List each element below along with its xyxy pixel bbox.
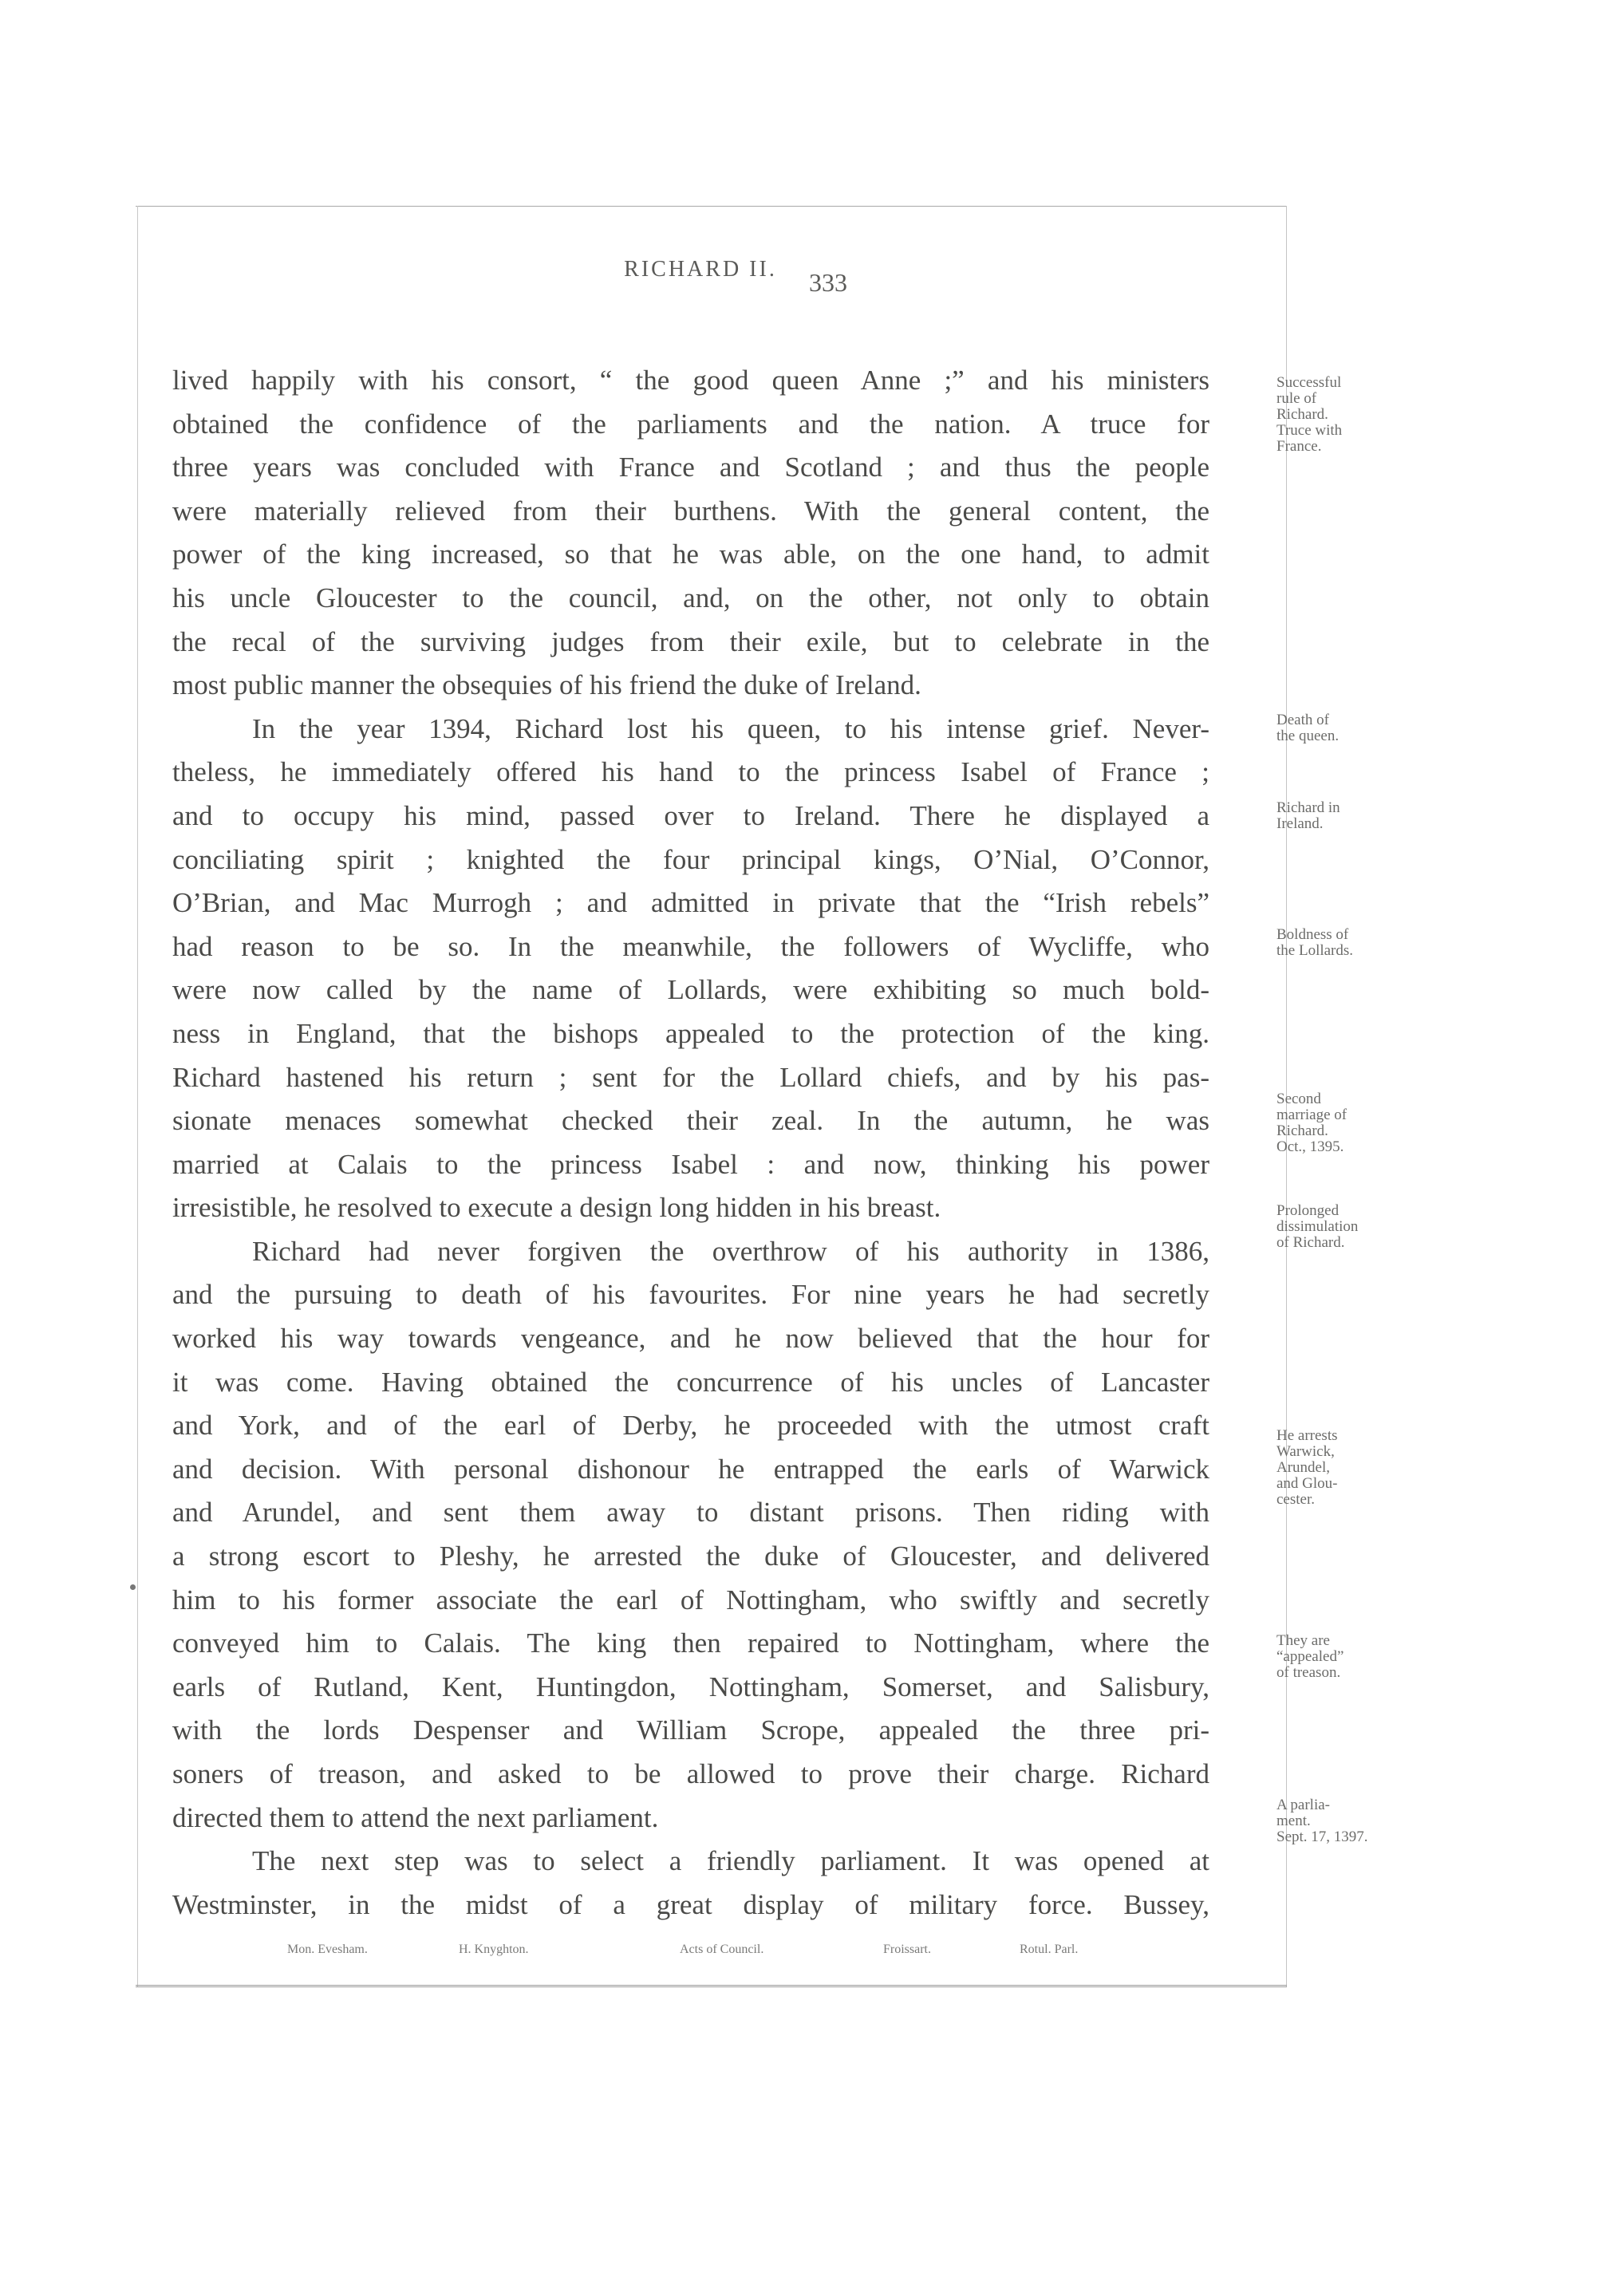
body-text bbox=[172, 359, 1209, 1927]
text-line: ness in England, that the bishops appealed to the protection of the king. bbox=[172, 1017, 1209, 1049]
running-head: RICHARD II. bbox=[624, 257, 777, 282]
text-line: Richard had never forgiven the overthrow of his authority in 1386, bbox=[252, 1235, 1209, 1267]
text-line: Westminster, in the midst of a great display of military force. Bussey, bbox=[172, 1888, 1209, 1920]
margin-note bbox=[1276, 1633, 1428, 1681]
note-line: cester. bbox=[1276, 1491, 1316, 1508]
page-number: 333 bbox=[809, 268, 847, 297]
text-line: and York, and of the earl of Derby, he proceeded with the utmost craft bbox=[172, 1410, 1209, 1442]
text-line: theless, he immediately offered his hand to the princess Isabel of France ; bbox=[172, 756, 1209, 788]
note-line: the Lollards. bbox=[1276, 942, 1354, 959]
text-line: and decision. With personal dishonour he entrapped the earls of Warwick bbox=[172, 1453, 1209, 1485]
text-line: Richard hastened his return ; sent for the Lollard chiefs, and by his pas- bbox=[172, 1061, 1209, 1093]
note-line: marriage of bbox=[1276, 1107, 1347, 1123]
text-line: conveyed him to Calais. The king then repaired to Nottingham, where the bbox=[172, 1627, 1209, 1659]
note-line: France. bbox=[1276, 438, 1322, 455]
note-line: Prolonged bbox=[1276, 1202, 1340, 1219]
text-line: sionate menaces somewhat checked their zeal. In the autumn, he was bbox=[172, 1105, 1209, 1137]
note-line: Ireland. bbox=[1276, 815, 1324, 832]
source-citation: Rotul. Parl. bbox=[1020, 1943, 1079, 1956]
paragraph bbox=[172, 1840, 1209, 1927]
paragraph bbox=[172, 1230, 1209, 1840]
note-line: Second bbox=[1276, 1091, 1321, 1107]
source-citation: Froissart. bbox=[883, 1943, 931, 1956]
text-line: the recal of the surviving judges from their exile, but to celebrate in the bbox=[172, 625, 1209, 657]
text-line: irresistible, he resolved to execute a design long hidden in his breast. bbox=[172, 1192, 941, 1224]
text-line: had reason to be so. In the meanwhile, the followers of Wycliffe, who bbox=[172, 930, 1209, 962]
note-line: Richard. bbox=[1276, 406, 1328, 423]
page-frame-left-rule bbox=[137, 206, 138, 1986]
text-line: it was come. Having obtained the concurrence of his uncles of Lancaster bbox=[172, 1366, 1209, 1398]
margin-note bbox=[1276, 800, 1428, 832]
paragraph bbox=[172, 708, 1209, 1230]
note-line: dissimulation bbox=[1276, 1218, 1359, 1235]
margin-note bbox=[1276, 1797, 1428, 1845]
text-line: directed them to attend the next parliament. bbox=[172, 1801, 659, 1833]
note-line: of Richard. bbox=[1276, 1234, 1345, 1251]
margin-note bbox=[1276, 375, 1428, 455]
note-line: Death of bbox=[1276, 712, 1329, 728]
text-line: lived happily with his consort, “ the good queen Anne ;” and his ministers bbox=[172, 365, 1209, 396]
note-line: ment. bbox=[1276, 1813, 1311, 1829]
note-line: rule of bbox=[1276, 390, 1317, 407]
text-line: worked his way towards vengeance, and he now believed that the hour for bbox=[172, 1323, 1209, 1355]
margin-note bbox=[1276, 1091, 1428, 1155]
page-frame-top-rule bbox=[136, 206, 1287, 207]
note-line: Boldness of bbox=[1276, 926, 1349, 943]
margin-note bbox=[1276, 1428, 1428, 1508]
page-header bbox=[182, 257, 1251, 305]
text-line: his uncle Gloucester to the council, and, on the other, not only to obtain bbox=[172, 582, 1209, 613]
text-line: and the pursuing to death of his favourites. For nine years he had secretly bbox=[172, 1279, 1209, 1311]
source-citation: Acts of Council. bbox=[680, 1943, 764, 1956]
page-frame-bottom-rule bbox=[136, 1985, 1287, 1987]
note-line: and Glou- bbox=[1276, 1475, 1338, 1492]
note-line: They are bbox=[1276, 1632, 1330, 1649]
note-line: Arundel, bbox=[1276, 1459, 1331, 1476]
text-line: with the lords Despenser and William Scrope, appealed the three pri- bbox=[172, 1714, 1209, 1746]
text-line: were materially relieved from their burthens. With the general content, the bbox=[172, 495, 1209, 527]
text-line: and Arundel, and sent them away to distant prisons. Then riding with bbox=[172, 1497, 1209, 1529]
text-line: O’Brian, and Mac Murrogh ; and admitted in private that the “Irish rebels” bbox=[172, 887, 1209, 919]
text-line: were now called by the name of Lollards, were exhibiting so much bold- bbox=[172, 974, 1209, 1006]
text-line: and to occupy his mind, passed over to Ireland. There he displayed a bbox=[172, 799, 1209, 831]
note-line: the queen. bbox=[1276, 728, 1340, 744]
text-line: married at Calais to the princess Isabel : and now, thinking his power bbox=[172, 1148, 1209, 1180]
note-line: of treason. bbox=[1276, 1664, 1341, 1681]
note-line: Oct., 1395. bbox=[1276, 1138, 1344, 1155]
note-line: A parlia- bbox=[1276, 1797, 1331, 1813]
text-line: conciliating spirit ; knighted the four principal kings, O’Nial, O’Connor, bbox=[172, 843, 1209, 875]
text-line: In the year 1394, Richard lost his queen, to his intense grief. Never- bbox=[252, 712, 1209, 744]
text-line: most public manner the obsequies of his friend the duke of Ireland. bbox=[172, 669, 921, 701]
source-citation: Mon. Evesham. bbox=[287, 1943, 368, 1956]
margin-note bbox=[1276, 1203, 1428, 1251]
note-line: Richard. bbox=[1276, 1122, 1328, 1139]
paragraph bbox=[172, 359, 1209, 708]
text-line: three years was concluded with France and Scotland ; and thus the people bbox=[172, 452, 1209, 483]
margin-note bbox=[1276, 927, 1428, 959]
text-line: The next step was to select a friendly parliament. It was opened at bbox=[252, 1845, 1209, 1877]
note-line: Sept. 17, 1397. bbox=[1276, 1829, 1368, 1845]
note-line: Richard in bbox=[1276, 799, 1340, 816]
text-line: soners of treason, and asked to be allowed to prove their charge. Richard bbox=[172, 1758, 1209, 1789]
text-line: a strong escort to Pleshy, he arrested the duke of Gloucester, and delivered bbox=[172, 1541, 1209, 1572]
text-line: earls of Rutland, Kent, Huntingdon, Nottingham, Somerset, and Salisbury, bbox=[172, 1671, 1209, 1702]
note-line: Successful bbox=[1276, 374, 1342, 391]
source-citation: H. Knyghton. bbox=[459, 1943, 529, 1956]
margin-dot-mark bbox=[130, 1584, 136, 1590]
text-line: power of the king increased, so that he was able, on the one hand, to admit bbox=[172, 538, 1209, 570]
text-line: obtained the confidence of the parliaments and the nation. A truce for bbox=[172, 408, 1209, 440]
note-line: He arrests bbox=[1276, 1427, 1338, 1444]
text-line: him to his former associate the earl of Nottingham, who swiftly and secretly bbox=[172, 1584, 1209, 1615]
note-line: Warwick, bbox=[1276, 1443, 1335, 1460]
note-line: “appealed” bbox=[1276, 1648, 1344, 1665]
note-line: Truce with bbox=[1276, 422, 1343, 439]
footer-sources bbox=[287, 1943, 1165, 1967]
margin-note bbox=[1276, 712, 1428, 744]
